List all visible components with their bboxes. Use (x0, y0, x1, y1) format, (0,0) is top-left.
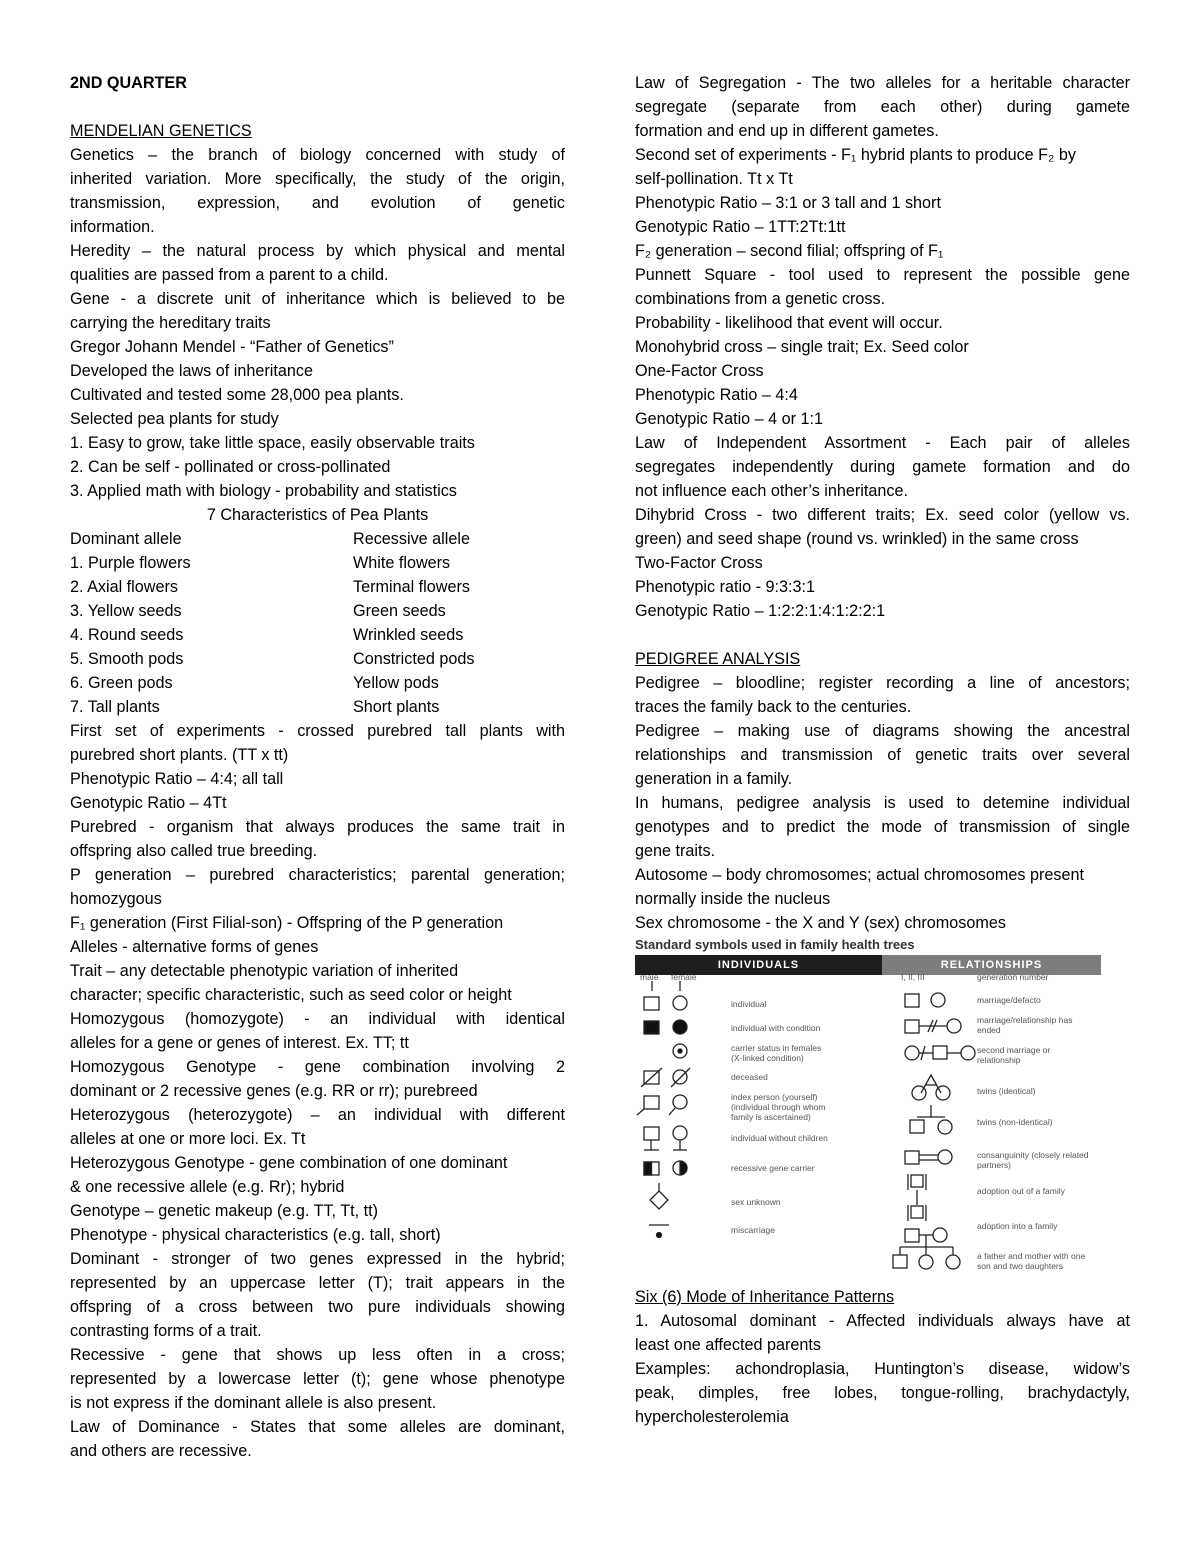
text-line: peak, dimples, free lobes, tongue-rolling, brachydactyly, (635, 1384, 1130, 1402)
text-line: 2ND QUARTER (70, 74, 187, 92)
second-marriage-icon (905, 1046, 919, 1060)
text-line: F₂ generation – second filial; offspring of F₁ (635, 242, 944, 260)
text-line: Autosome – body chromosomes; actual chromosomes present (635, 866, 1084, 884)
text-line: segregate (separate from each other) during gamete (635, 98, 1130, 116)
label-adoption-out: adoption out of a family (977, 1186, 1065, 1196)
text-line (70, 671, 565, 695)
text-line: PEDIGREE ANALYSIS (635, 650, 801, 668)
label-sex-unknown: sex unknown (731, 1197, 781, 1207)
right-column-top (635, 71, 1130, 935)
label-deceased: deceased (731, 1072, 768, 1082)
consanguinity-icon (905, 1151, 919, 1164)
sex-unknown-icon (650, 1191, 668, 1209)
text-line: Genotypic Ratio – 1TT:2Tt:1tt (635, 218, 846, 236)
recessive-allele-cell: Wrinkled seeds (353, 626, 464, 644)
childless-female-icon (673, 1126, 687, 1140)
text-line: green) and seed shape (round vs. wrinkled) in the same cross (635, 530, 1079, 548)
label-family-1: a father and mother with one (977, 1251, 1086, 1261)
label-male: male (640, 972, 659, 982)
text-line: Phenotypic Ratio – 4:4 (635, 386, 798, 404)
text-line: Second set of experiments - F₁ hybrid plants to produce F₂ by (635, 146, 1076, 164)
left-column (70, 71, 565, 1463)
text-line: Selected pea plants for study (70, 410, 279, 428)
label-twins-nonidentical: twins (non-identical) (977, 1117, 1053, 1127)
label-adoption-in: adoption into a family (977, 1221, 1058, 1231)
text-line: Examples: achondroplasia, Huntington’s disease, widow’s (635, 1360, 1130, 1378)
text-line: Law of Dominance - States that some alleles are dominant, (70, 1418, 565, 1436)
text-line: transmission, expression, and evolution of genetic (70, 194, 565, 212)
text-line (70, 575, 565, 599)
deceased-female-icon (673, 1070, 687, 1084)
text-line: Phenotype - physical characteristics (e.g. tall, short) (70, 1226, 441, 1244)
text-line: Law of Independent Assortment - Each pair of alleles (635, 434, 1130, 452)
label-family-2: son and two daughters (977, 1261, 1064, 1271)
ended-marriage-icon (905, 1020, 919, 1033)
text-line: 3. Applied math with biology - probability and statistics (70, 482, 457, 500)
text-line (70, 527, 565, 551)
text-line: Pedigree – bloodline; register recording a line of ancestors; (635, 674, 1130, 692)
label-index-1: index person (yourself) (731, 1092, 818, 1102)
text-line: 2. Can be self - pollinated or cross-pollinated (70, 458, 391, 476)
label-affected: individual with condition (731, 1023, 821, 1033)
recessive-allele-cell: White flowers (353, 554, 451, 572)
text-line: Heterozygous (heterozygote) – an individual with different (70, 1106, 565, 1124)
dominant-allele-cell: 3. Yellow seeds (70, 602, 182, 620)
header-relationships: RELATIONSHIPS (882, 955, 1101, 975)
recessive-allele-cell: Terminal flowers (353, 578, 470, 596)
text-line (635, 623, 1130, 647)
text-line: qualities are passed from a parent to a child. (70, 266, 389, 284)
text-line: Pedigree – making use of diagrams showing the ancestral (635, 722, 1130, 740)
dominant-allele-cell: Dominant allele (70, 530, 182, 548)
label-index-2: (individual through whom (731, 1102, 826, 1112)
female-circle-icon (673, 996, 687, 1010)
label-ended-2: ended (977, 1025, 1001, 1035)
text-line: Dihybrid Cross - two different traits; Ex. seed color (yellow vs. (635, 506, 1130, 524)
label-recessive-carrier: recessive gene carrier (731, 1163, 815, 1173)
marriage-male-icon (905, 994, 919, 1007)
figure-body (635, 972, 1130, 1275)
text-line (70, 599, 565, 623)
label-generation-number: generation number (977, 972, 1049, 982)
text-line: contrasting forms of a trait. (70, 1322, 262, 1340)
dominant-allele-cell: 1. Purple flowers (70, 554, 191, 572)
text-line: Heredity – the natural process by which physical and mental (70, 242, 565, 260)
recessive-allele-cell: Green seeds (353, 602, 446, 620)
childless-male-icon (644, 1127, 659, 1140)
label-consanguinity-1: consanguinity (closely related (977, 1150, 1089, 1160)
label-carrier-1: carrier status in females (731, 1043, 822, 1053)
right-column-bottom (635, 1285, 1130, 1429)
dominant-allele-cell: 2. Axial flowers (70, 578, 178, 596)
text-line: In humans, pedigree analysis is used to detemine individual (635, 794, 1130, 812)
text-line: Phenotypic ratio - 9:3:3:1 (635, 578, 815, 596)
text-line: carrying the hereditary traits (70, 314, 271, 332)
text-line: self-pollination. Tt x Tt (635, 170, 793, 188)
text-line: hypercholesterolemia (635, 1408, 789, 1426)
text-line: is not express if the dominant allele is also present. (70, 1394, 437, 1412)
text-line: homozygous (70, 890, 162, 908)
recessive-allele-cell: Constricted pods (353, 650, 475, 668)
text-line: combinations from a genetic cross. (635, 290, 886, 308)
label-twins-identical: twins (identical) (977, 1086, 1036, 1096)
text-line: offspring of a cross between two pure individuals showing (70, 1298, 565, 1316)
text-line: Two-Factor Cross (635, 554, 763, 572)
label-individual: individual (731, 999, 767, 1009)
text-line (70, 623, 565, 647)
text-line: Genotypic Ratio – 1:2:2:1:4:1:2:2:1 (635, 602, 886, 620)
text-line: alleles at one or more loci. Ex. Tt (70, 1130, 306, 1148)
figure-title: Standard symbols used in family health trees (635, 937, 915, 952)
text-line: One-Factor Cross (635, 362, 764, 380)
text-line: Developed the laws of inheritance (70, 362, 313, 380)
recessive-allele-cell: Short plants (353, 698, 440, 716)
text-line: Recessive - gene that shows up less often in a cross; (70, 1346, 565, 1364)
text-line (70, 695, 565, 719)
label-carrier-2: (X-linked condition) (731, 1053, 804, 1063)
text-line: 7 Characteristics of Pea Plants (206, 506, 429, 524)
pedigree-symbols-figure (635, 935, 1130, 1285)
label-ended-1: marriage/relationship has (977, 1015, 1073, 1025)
dominant-allele-cell: 5. Smooth pods (70, 650, 184, 668)
text-line: Monohybrid cross – single trait; Ex. Seed color (635, 338, 969, 356)
text-line: not influence each other’s inheritance. (635, 482, 908, 500)
recessive-allele-cell: Recessive allele (353, 530, 470, 548)
text-line: segregates independently during gamete formation and do (635, 458, 1130, 476)
label-generation-roman: I, II, III (901, 972, 925, 982)
text-line: inherited variation. More specifically, the study of the origin, (70, 170, 565, 188)
text-line: Law of Segregation - The two alleles for a heritable character (635, 74, 1130, 92)
text-line: Genotypic Ratio – 4 or 1:1 (635, 410, 824, 428)
right-column (635, 71, 1130, 1429)
text-line: Gregor Johann Mendel - “Father of Genetics” (70, 338, 394, 356)
text-line: First set of experiments - crossed purebred tall plants with (70, 722, 565, 740)
text-line: Cultivated and tested some 28,000 pea plants. (70, 386, 404, 404)
text-line: Phenotypic Ratio – 4:4; all tall (70, 770, 284, 788)
text-line: Probability - likelihood that event will occur. (635, 314, 943, 332)
label-miscarriage: miscarriage (731, 1225, 775, 1235)
text-line: relationships and transmission of genetic traits over several (635, 746, 1130, 764)
text-line: alleles for a gene or genes of interest. Ex. TT; tt (70, 1034, 409, 1052)
text-line: normally inside the nucleus (635, 890, 831, 908)
text-line: Phenotypic Ratio – 3:1 or 3 tall and 1 short (635, 194, 941, 212)
label-consanguinity-2: partners) (977, 1160, 1012, 1170)
twins-identical-icon (921, 1075, 941, 1093)
text-line: traces the family back to the centuries. (635, 698, 912, 716)
text-line: Homozygous (homozygote) - an individual with identical (70, 1010, 565, 1028)
text-line: and others are recessive. (70, 1442, 252, 1460)
recessive-allele-cell: Yellow pods (353, 674, 439, 692)
text-line: least one affected parents (635, 1336, 821, 1354)
text-line: Gene - a discrete unit of inheritance which is believed to be (70, 290, 565, 308)
text-line: character; specific characteristic, such as seed color or height (70, 986, 512, 1004)
header-individuals: INDIVIDUALS (635, 955, 882, 975)
text-line: gene traits. (635, 842, 716, 860)
affected-male-icon (644, 1021, 659, 1034)
label-second-2: relationship (977, 1055, 1021, 1065)
text-line: P generation – purebred characteristics; parental generation; (70, 866, 565, 884)
text-line: MENDELIAN GENETICS (70, 122, 252, 140)
text-line: dominant or 2 recessive genes (e.g. RR or rr); purebreed (70, 1082, 478, 1100)
label-marriage: marriage/defacto (977, 995, 1041, 1005)
text-line (70, 551, 565, 575)
label-index-3: family is ascertained) (731, 1112, 811, 1122)
text-line: information. (70, 218, 155, 236)
text-line: Dominant - stronger of two genes expressed in the hybrid; (70, 1250, 565, 1268)
text-line: Genetics – the branch of biology concerned with study of (70, 146, 565, 164)
text-line (70, 647, 565, 671)
text-line: Genotype – genetic makeup (e.g. TT, Tt, tt) (70, 1202, 379, 1220)
text-line: genotypes and to predict the mode of transmission of single (635, 818, 1130, 836)
family-father-icon (905, 1229, 919, 1242)
text-line: Alleles - alternative forms of genes (70, 938, 319, 956)
text-line: generation in a family. (635, 770, 793, 788)
dominant-allele-cell: 4. Round seeds (70, 626, 184, 644)
text-line: Homozygous Genotype - gene combination involving 2 (70, 1058, 565, 1076)
text-line (70, 95, 565, 119)
figure-header (635, 955, 1130, 975)
text-line: purebred short plants. (TT x tt) (70, 746, 289, 764)
text-line: 1. Autosomal dominant - Affected individuals always have at (635, 1312, 1130, 1330)
text-line: represented by a lowercase letter (t); gene whose phenotype (70, 1370, 565, 1388)
index-female-icon (673, 1095, 687, 1109)
label-second-1: second marriage or (977, 1045, 1051, 1055)
text-line: Punnett Square - tool used to represent the possible gene (635, 266, 1130, 284)
male-square-icon (644, 997, 659, 1010)
text-line: represented by an uppercase letter (T); trait appears in the (70, 1274, 565, 1292)
text-line: Six (6) Mode of Inheritance Patterns (635, 1288, 895, 1306)
text-line: Heterozygous Genotype - gene combination of one dominant (70, 1154, 508, 1172)
dominant-allele-cell: 6. Green pods (70, 674, 173, 692)
affected-female-icon (673, 1020, 687, 1034)
text-line: 1. Easy to grow, take little space, easily observable traits (70, 434, 475, 452)
index-male-icon (644, 1096, 659, 1109)
label-female: female (671, 972, 697, 982)
label-childless: individual without children (731, 1133, 828, 1143)
text-line: formation and end up in different gametes. (635, 122, 939, 140)
text-line: F₁ generation (First Filial-son) - Offspring of the P generation (70, 914, 504, 932)
text-line: Genotypic Ratio – 4Tt (70, 794, 227, 812)
text-line: & one recessive allele (e.g. Rr); hybrid (70, 1178, 345, 1196)
text-line: Purebred - organism that always produces the same trait in (70, 818, 565, 836)
text-line: Trait – any detectable phenotypic variation of inherited (70, 962, 459, 980)
text-line: offspring also called true breeding. (70, 842, 318, 860)
text-line: Sex chromosome - the X and Y (sex) chromosomes (635, 914, 1006, 932)
dominant-allele-cell: 7. Tall plants (70, 698, 160, 716)
